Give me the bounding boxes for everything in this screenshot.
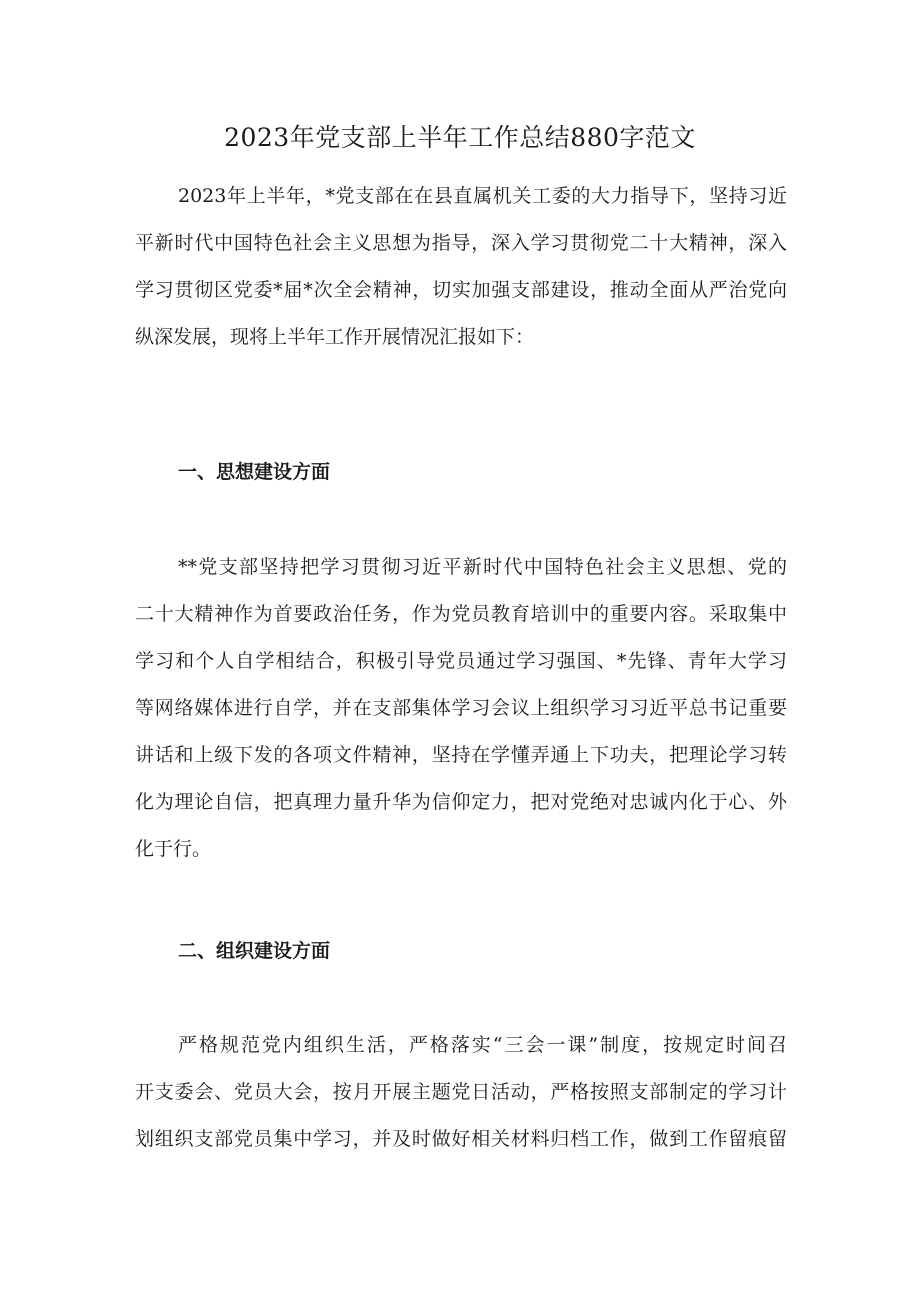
paragraph-line: 学习和个人自学相结合，积极引导党员通过学习强国、*先锋、青年大学习 — [135, 650, 787, 672]
paragraph-line: 学习贯彻区党委*届*次全会精神，切实加强支部建设，推动全面从严治党向 — [135, 279, 787, 301]
document-title: 2023年党支部上半年工作总结880字范文 — [224, 123, 696, 152]
paragraph-line: 二十大精神作为首要政治任务，作为党员教育培训中的重要内容。采取集中 — [135, 603, 787, 625]
paragraph-line: 化于行。 — [135, 838, 212, 860]
paragraph-line: **党支部坚持把学习贯彻习近平新时代中国特色社会主义思想、党的 — [178, 556, 787, 578]
section-heading: 一、思想建设方面 — [178, 461, 331, 483]
paragraph-line: 讲话和上级下发的各项文件精神，坚持在学懂弄通上下功夫，把理论学习转 — [135, 744, 787, 766]
paragraph-line: 平新时代中国特色社会主义思想为指导，深入学习贯彻党二十大精神，深入 — [135, 232, 787, 254]
paragraph-line: 纵深发展，现将上半年工作开展情况汇报如下： — [135, 326, 535, 348]
paragraph-line: 化为理论自信，把真理力量升华为信仰定力，把对党绝对忠诚内化于心、外 — [135, 791, 787, 813]
paragraph-line: 开支委会、党员大会，按月开展主题党日活动，严格按照支部制定的学习计 — [135, 1081, 787, 1103]
paragraph-line: 等网络媒体进行自学，并在支部集体学习会议上组织学习习近平总书记重要 — [135, 697, 787, 719]
paragraph-line: 2023年上半年，*党支部在在县直属机关工委的大力指导下，坚持习近 — [178, 185, 787, 207]
paragraph-line: 划组织支部党员集中学习，并及时做好相关材料归档工作，做到工作留痕留 — [135, 1128, 787, 1150]
paragraph-line: 严格规范党内组织生活，严格落实“三会一课”制度，按规定时间召 — [178, 1034, 787, 1056]
section-heading: 二、组织建设方面 — [178, 940, 331, 962]
